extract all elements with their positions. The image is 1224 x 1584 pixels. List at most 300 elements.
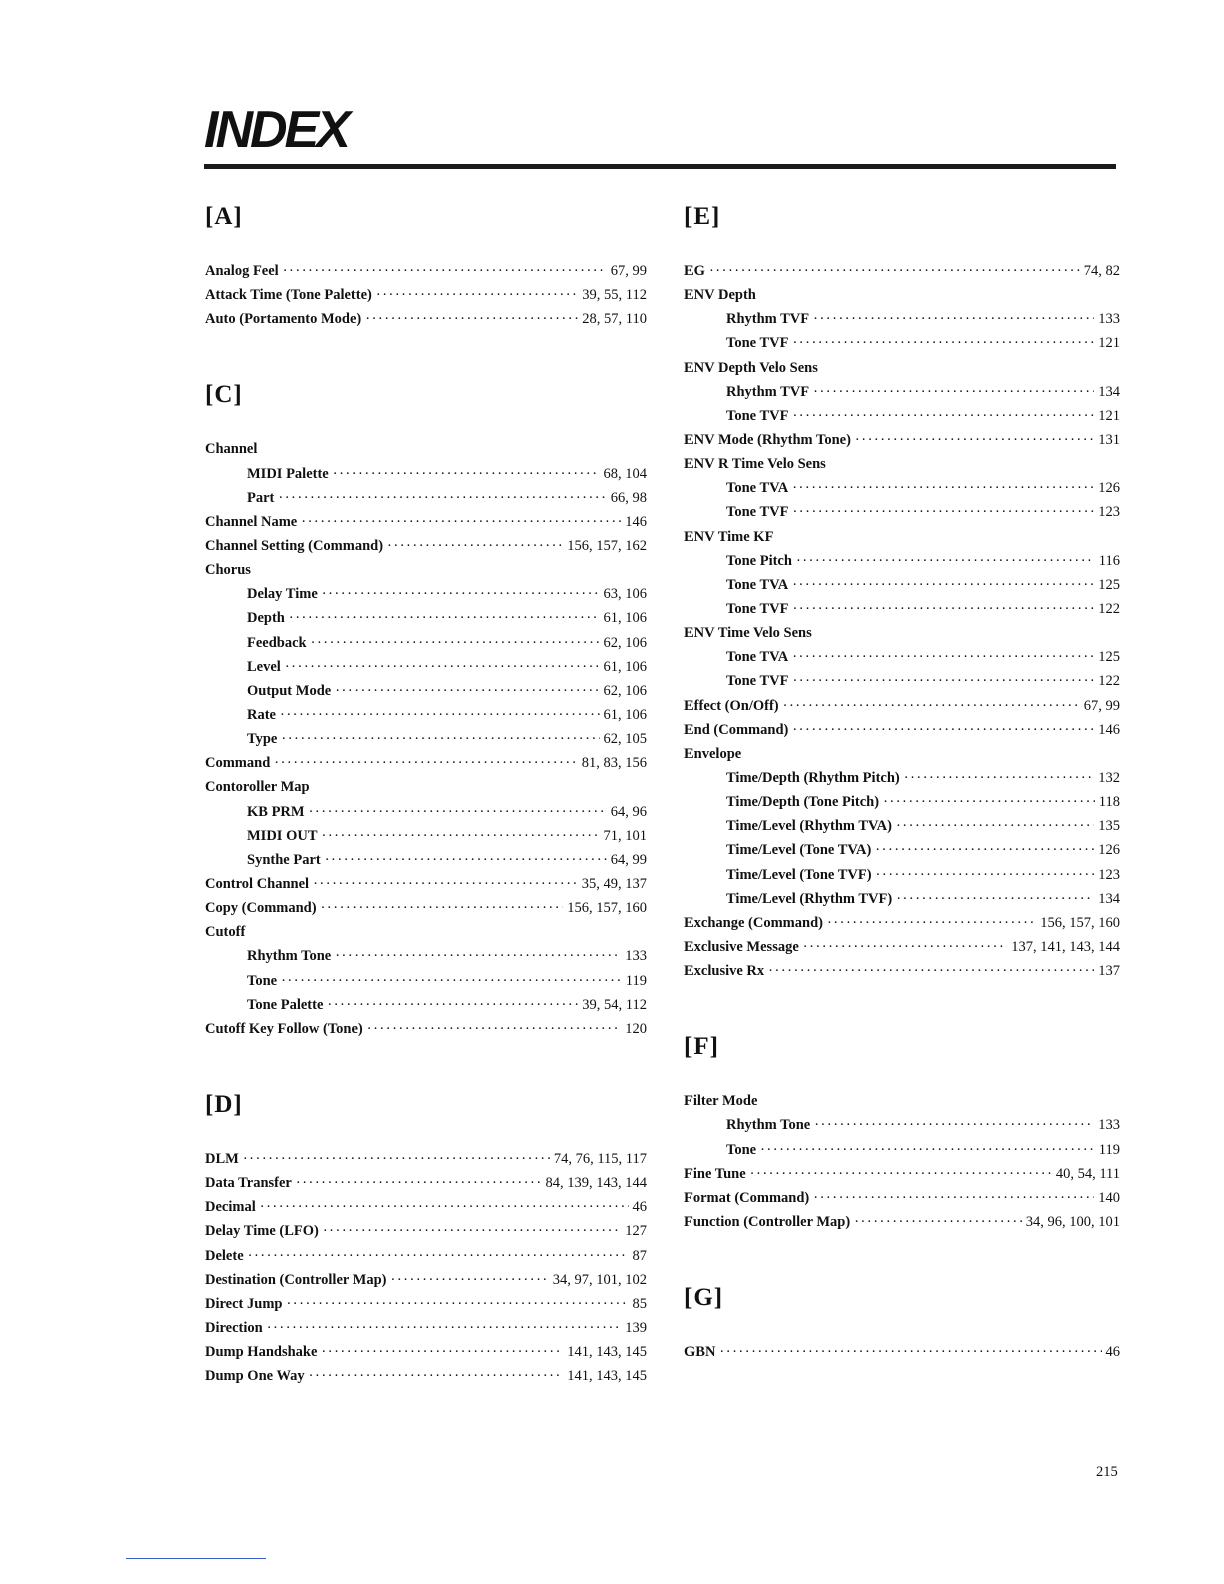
page-references: 85: [632, 1295, 647, 1312]
index-term: Format (Command): [684, 1189, 810, 1206]
page-references: 66, 98: [610, 489, 647, 506]
dot-leader: [750, 1162, 1052, 1186]
dot-leader: [855, 428, 1094, 452]
dot-leader: [813, 380, 1094, 404]
page-references: 122: [1098, 673, 1120, 690]
index-term: Delay Time (LFO): [205, 1223, 319, 1240]
dot-leader: [904, 766, 1095, 790]
page-references: 133: [1098, 1117, 1120, 1134]
index-entry: [205, 534, 647, 558]
index-entry-list: [205, 259, 647, 331]
index-term: GBN: [684, 1344, 716, 1361]
index-term: Delay Time: [247, 586, 318, 603]
page-references: 119: [1098, 1141, 1120, 1158]
index-term: Contoroller Map: [205, 779, 310, 796]
index-entry: [684, 766, 1120, 790]
page-references: 34, 97, 101, 102: [552, 1271, 647, 1288]
index-entry: [205, 1244, 647, 1268]
page-references: 46: [632, 1199, 647, 1216]
index-term: Rhythm Tone: [247, 948, 332, 965]
dot-leader: [322, 824, 600, 848]
dot-leader: [813, 1186, 1094, 1210]
index-entry: [205, 510, 647, 534]
section-heading: [A]: [205, 203, 243, 230]
index-section: [205, 1083, 647, 1388]
index-term: Depth: [247, 610, 285, 627]
dot-leader: [283, 259, 607, 283]
index-entry: [205, 259, 647, 283]
index-section: [684, 1276, 1120, 1364]
index-term: Tone TVF: [726, 407, 789, 424]
page-references: 139: [625, 1319, 647, 1336]
index-section: [684, 195, 1120, 983]
dot-leader: [783, 694, 1080, 718]
index-term: Tone: [247, 972, 278, 989]
index-term: Output Mode: [247, 682, 332, 699]
page-references: 135: [1098, 818, 1120, 835]
index-entry: [684, 1340, 1120, 1364]
page-references: 64, 96: [610, 803, 647, 820]
index-entry: [684, 863, 1120, 887]
index-entry: [205, 1292, 647, 1316]
dot-leader: [322, 582, 600, 606]
index-entry: [205, 751, 647, 775]
index-entry: [205, 631, 647, 655]
page-references: 74, 76, 115, 117: [553, 1150, 647, 1167]
index-term: Exclusive Rx: [684, 963, 765, 980]
index-entry: [205, 582, 647, 606]
index-term: ENV Depth Velo Sens: [684, 359, 818, 376]
page-references: 64, 99: [610, 851, 647, 868]
index-entry: [205, 1364, 647, 1388]
index-entry: [684, 718, 1120, 742]
page-references: 68, 104: [603, 465, 647, 482]
dot-leader: [792, 573, 1094, 597]
title-rule: [204, 164, 1116, 169]
page-references: 134: [1098, 890, 1120, 907]
page-references: 81, 83, 156: [581, 755, 647, 772]
dot-leader: [285, 655, 600, 679]
index-entry: [205, 437, 647, 461]
index-term: Synthe Part: [247, 851, 321, 868]
page-references: 146: [1098, 721, 1120, 738]
dot-leader: [321, 896, 564, 920]
index-entry: [684, 838, 1120, 862]
dot-leader: [387, 534, 563, 558]
dot-leader: [796, 549, 1095, 573]
index-entry: [205, 727, 647, 751]
page-references: 134: [1098, 383, 1120, 400]
dot-leader: [260, 1195, 629, 1219]
page-references: 122: [1098, 600, 1120, 617]
page-references: 118: [1098, 794, 1120, 811]
dot-leader: [323, 1219, 621, 1243]
index-entry: [684, 525, 1120, 549]
index-term: Rhythm TVF: [726, 383, 810, 400]
page-references: 34, 96, 100, 101: [1025, 1213, 1120, 1230]
index-entry: [684, 1186, 1120, 1210]
dot-leader: [854, 1210, 1022, 1234]
index-entry: [205, 1017, 647, 1041]
index-entry: [684, 1138, 1120, 1162]
dot-leader: [883, 790, 1095, 814]
index-term: Fine Tune: [684, 1165, 746, 1182]
index-term: MIDI OUT: [247, 827, 318, 844]
index-entry: [205, 679, 647, 703]
index-term: Exchange (Command): [684, 914, 823, 931]
dot-leader: [367, 1017, 622, 1041]
index-column-left: [205, 195, 647, 1388]
page-references: 127: [625, 1223, 647, 1240]
index-entry: [684, 1210, 1120, 1234]
page-references: 28, 57, 110: [582, 311, 647, 328]
index-term: Type: [247, 731, 278, 748]
page-references: 39, 54, 112: [582, 996, 647, 1013]
index-term: EG: [684, 263, 705, 279]
index-term: Cutoff Key Follow (Tone): [205, 1020, 363, 1037]
index-term: Effect (On/Off): [684, 697, 779, 714]
index-term: ENV Depth: [684, 287, 756, 304]
index-term: Dump One Way: [205, 1368, 305, 1385]
index-term: Control Channel: [205, 875, 310, 892]
dot-leader: [813, 307, 1094, 331]
index-term: Time/Depth (Rhythm Pitch): [726, 769, 900, 786]
dot-leader: [309, 800, 607, 824]
index-entry: [684, 935, 1120, 959]
index-term: Time/Level (Rhythm TVF): [726, 890, 893, 907]
page-references: 63, 106: [603, 586, 647, 603]
page-references: 141, 143, 145: [567, 1368, 647, 1385]
index-entry: [684, 428, 1120, 452]
page-references: 132: [1098, 769, 1120, 786]
page-references: 39, 55, 112: [582, 287, 647, 304]
dot-leader: [876, 863, 1095, 887]
page-references: 62, 106: [603, 682, 647, 699]
index-term: Data Transfer: [205, 1175, 292, 1192]
index-term: Destination (Controller Map): [205, 1271, 387, 1288]
index-entry: [205, 800, 647, 824]
page-references: 156, 157, 160: [1040, 914, 1120, 931]
index-entry: [205, 920, 647, 944]
index-entry-list: [205, 1147, 647, 1388]
index-entry: [684, 404, 1120, 428]
index-term: ENV Time Velo Sens: [684, 625, 812, 642]
index-term: Tone TVA: [726, 576, 789, 593]
index-term: Direction: [205, 1319, 263, 1336]
page-references: 125: [1098, 576, 1120, 593]
index-entry: [684, 500, 1120, 524]
index-entry: [684, 887, 1120, 911]
dot-leader: [792, 404, 1094, 428]
index-term: Cutoff: [205, 924, 246, 941]
index-entry: [205, 1316, 647, 1340]
index-section: [205, 195, 647, 331]
index-entry: [205, 558, 647, 582]
index-term: Level: [247, 658, 281, 675]
page-references: 74, 82: [1083, 263, 1120, 279]
dot-leader: [325, 848, 607, 872]
dot-leader: [792, 718, 1094, 742]
dot-leader: [335, 944, 621, 968]
section-heading: [G]: [684, 1284, 724, 1312]
page-references: 46: [1105, 1344, 1120, 1361]
index-entry: [205, 703, 647, 727]
index-entry: [205, 1219, 647, 1243]
page-references: 137, 141, 143, 144: [1011, 938, 1120, 955]
dot-leader: [281, 727, 599, 751]
index-term: Rhythm Tone: [726, 1117, 811, 1134]
dot-leader: [321, 1340, 563, 1364]
page-references: 67, 99: [610, 263, 647, 279]
dot-leader: [792, 500, 1094, 524]
page-references: 121: [1098, 335, 1120, 352]
page-references: 119: [625, 972, 647, 989]
dot-leader: [792, 597, 1094, 621]
dot-leader: [301, 510, 621, 534]
index-term: Tone TVF: [726, 673, 789, 690]
page-references: 67, 99: [1083, 697, 1120, 714]
index-term: Time/Level (Tone TVA): [726, 842, 872, 859]
index-term: Chorus: [205, 562, 251, 579]
page-references: 140: [1098, 1189, 1120, 1206]
dot-leader: [827, 911, 1036, 935]
index-term: Tone TVA: [726, 649, 789, 666]
index-entry: [684, 1162, 1120, 1186]
footer-line: [126, 1558, 266, 1559]
index-entry: [684, 742, 1120, 766]
page-references: 123: [1098, 504, 1120, 521]
dot-leader: [792, 669, 1094, 693]
index-term: Part: [247, 489, 275, 506]
index-entry: [684, 597, 1120, 621]
page-references: 133: [625, 948, 647, 965]
page-title: INDEX: [204, 101, 348, 159]
dot-leader: [289, 606, 600, 630]
index-column-right: [684, 195, 1120, 1364]
dot-leader: [875, 838, 1094, 862]
index-term: ENV Mode (Rhythm Tone): [684, 431, 851, 448]
index-entry: [684, 669, 1120, 693]
index-entry: [205, 486, 647, 510]
dot-leader: [709, 259, 1080, 283]
index-entry: [205, 824, 647, 848]
page-references: 137: [1098, 963, 1120, 980]
index-term: Copy (Command): [205, 900, 317, 917]
index-entry: [684, 790, 1120, 814]
index-term: Direct Jump: [205, 1295, 283, 1312]
page-references: 121: [1098, 407, 1120, 424]
index-entry-list: [205, 437, 647, 1041]
index-entry: [684, 331, 1120, 355]
page-references: 120: [625, 1020, 647, 1037]
index-term: KB PRM: [247, 803, 305, 820]
index-term: Channel: [205, 441, 258, 458]
dot-leader: [792, 645, 1094, 669]
index-term: Time/Depth (Tone Pitch): [726, 794, 880, 811]
page-references: 84, 139, 143, 144: [545, 1175, 647, 1192]
page-references: 146: [625, 513, 647, 530]
dot-leader: [281, 969, 622, 993]
dot-leader: [376, 283, 578, 307]
dot-leader: [274, 751, 577, 775]
page-references: 40, 54, 111: [1055, 1165, 1120, 1182]
index-entry-list: [684, 1089, 1120, 1234]
index-entry: [205, 896, 647, 920]
page-references: 62, 106: [603, 634, 647, 651]
index-entry: [205, 307, 647, 331]
index-entry: [684, 259, 1120, 283]
page-references: 35, 49, 137: [581, 875, 647, 892]
index-term: Rate: [247, 706, 276, 723]
index-entry: [205, 1171, 647, 1195]
dot-leader: [311, 631, 600, 655]
page-references: 71, 101: [603, 827, 647, 844]
page-references: 62, 105: [603, 731, 647, 748]
index-entry: [684, 307, 1120, 331]
dot-leader: [814, 1113, 1094, 1137]
index-term: MIDI Palette: [247, 465, 329, 482]
index-entry: [205, 283, 647, 307]
index-entry: [684, 549, 1120, 573]
index-term: DLM: [205, 1150, 239, 1167]
index-term: Time/Level (Tone TVF): [726, 866, 872, 883]
page-references: 126: [1098, 842, 1120, 859]
index-term: Tone TVF: [726, 504, 789, 521]
index-term: Tone TVA: [726, 480, 789, 497]
section-heading: [D]: [205, 1090, 243, 1118]
index-entry: [684, 911, 1120, 935]
dot-leader: [760, 1138, 1095, 1162]
index-entry: [205, 1268, 647, 1292]
index-entry: [205, 969, 647, 993]
dot-leader: [280, 703, 600, 727]
index-entry: [684, 356, 1120, 380]
index-term: Attack Time (Tone Palette): [205, 287, 372, 304]
index-entry: [205, 1147, 647, 1171]
index-entry: [684, 1089, 1120, 1113]
index-term: Rhythm TVF: [726, 311, 810, 328]
index-term: Tone Palette: [247, 996, 324, 1013]
index-section: [684, 1025, 1120, 1234]
index-term: End (Command): [684, 721, 789, 738]
dot-leader: [803, 935, 1007, 959]
page-references: 125: [1098, 649, 1120, 666]
page-references: 156, 157, 162: [567, 537, 647, 554]
index-entry: [684, 694, 1120, 718]
index-entry: [205, 848, 647, 872]
index-entry: [684, 959, 1120, 983]
page-number: 215: [1096, 1464, 1118, 1480]
index-term: Tone: [726, 1141, 757, 1158]
index-term: Tone TVF: [726, 600, 789, 617]
section-heading: [C]: [205, 381, 243, 409]
index-term: Tone Pitch: [726, 552, 792, 569]
index-term: ENV R Time Velo Sens: [684, 456, 826, 473]
index-entry: [684, 645, 1120, 669]
page-references: 61, 106: [603, 610, 647, 627]
dot-leader: [296, 1171, 542, 1195]
dot-leader: [896, 887, 1094, 911]
index-entry-list: [684, 259, 1120, 983]
page-references: 87: [632, 1247, 647, 1264]
page-references: 126: [1098, 480, 1120, 497]
index-term: Tone TVF: [726, 335, 789, 352]
index-term: Channel Name: [205, 513, 298, 530]
page-references: 133: [1098, 311, 1120, 328]
index-term: Decimal: [205, 1199, 256, 1216]
dot-leader: [267, 1316, 622, 1340]
dot-leader: [792, 476, 1094, 500]
index-term: Function (Controller Map): [684, 1213, 851, 1230]
page-references: 61, 106: [603, 658, 647, 675]
index-entry: [684, 283, 1120, 307]
page-references: 123: [1098, 866, 1120, 883]
page-references: 156, 157, 160: [567, 900, 647, 917]
index-term: ENV Time KF: [684, 528, 774, 545]
dot-leader: [278, 486, 606, 510]
index-entry: [684, 380, 1120, 404]
index-entry: [205, 655, 647, 679]
dot-leader: [309, 1364, 564, 1388]
index-term: Auto (Portamento Mode): [205, 311, 362, 328]
dot-leader: [333, 462, 600, 486]
index-entry: [684, 573, 1120, 597]
dot-leader: [792, 331, 1094, 355]
index-term: Filter Mode: [684, 1093, 758, 1110]
index-term: Channel Setting (Command): [205, 537, 384, 554]
index-term: Analog Feel: [205, 263, 279, 279]
dot-leader: [768, 959, 1094, 983]
index-term: Time/Level (Rhythm TVA): [726, 818, 892, 835]
index-term: Delete: [205, 1247, 244, 1264]
index-term: Feedback: [247, 634, 307, 651]
dot-leader: [327, 993, 578, 1017]
page-references: 131: [1098, 431, 1120, 448]
index-entry: [205, 775, 647, 799]
page-references: 141, 143, 145: [567, 1344, 647, 1361]
index-entry: [205, 1195, 647, 1219]
index-entry: [684, 452, 1120, 476]
index-entry-list: [684, 1340, 1120, 1364]
dot-leader: [391, 1268, 549, 1292]
dot-leader: [719, 1340, 1101, 1364]
index-entry: [205, 1340, 647, 1364]
dot-leader: [248, 1244, 629, 1268]
index-entry: [205, 944, 647, 968]
index-entry: [684, 476, 1120, 500]
index-entry: [205, 462, 647, 486]
index-term: Exclusive Message: [684, 938, 799, 955]
index-entry: [205, 993, 647, 1017]
dot-leader: [313, 872, 578, 896]
section-heading: [E]: [684, 203, 721, 230]
index-term: Envelope: [684, 745, 742, 762]
dot-leader: [335, 679, 599, 703]
dot-leader: [243, 1147, 550, 1171]
index-section: [205, 373, 647, 1041]
page-references: 61, 106: [603, 706, 647, 723]
dot-leader: [365, 307, 578, 331]
section-heading: [F]: [684, 1033, 719, 1061]
index-entry: [684, 814, 1120, 838]
index-entry: [205, 872, 647, 896]
index-term: Dump Handshake: [205, 1344, 318, 1361]
index-term: Command: [205, 755, 271, 772]
dot-leader: [896, 814, 1094, 838]
page-references: 116: [1098, 552, 1120, 569]
index-entry: [684, 621, 1120, 645]
index-entry: [684, 1113, 1120, 1137]
